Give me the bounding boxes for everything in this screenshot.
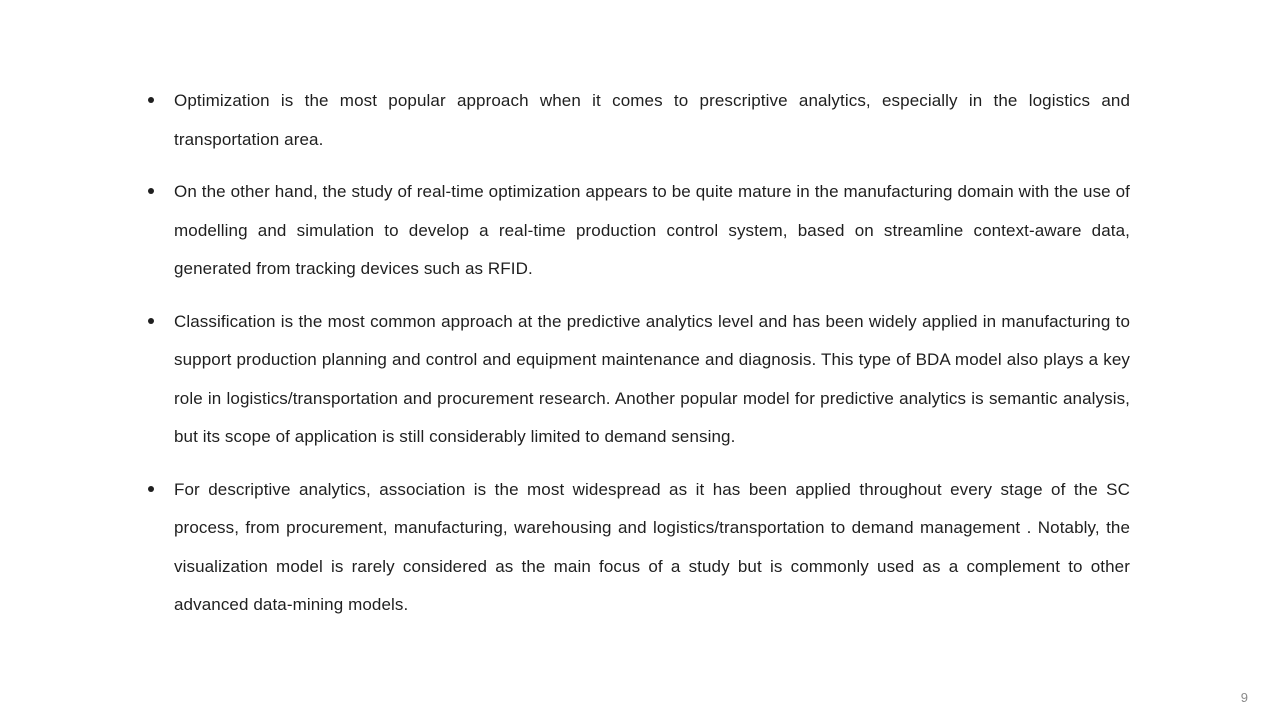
bullet-text: Classification is the most common approach at the predictive analytics level and has been widely applied in manufacturing to support production planning and control and equipment maintenance and diagnosis. This type of BDA model also plays a key role in logistics/transportation and procurement research. Another popular model for predictive analytics is semantic analysis, but its scope of application is still considerably limited to demand sensing. <box>174 311 1130 446</box>
bullet-dot-icon <box>148 97 154 103</box>
page-number: 9 <box>1240 690 1248 705</box>
bullet-list <box>174 82 1130 639</box>
bullet-item <box>174 303 1130 457</box>
bullet-item <box>174 173 1130 289</box>
bullet-text: For descriptive analytics, association is the most widespread as it has been applied throughout every stage of the SC process, from procurement, manufacturing, warehousing and logistics/transportation to demand management . Notably, the visualization model is rarely considered as the main focus of a study but is commonly used as a complement to other advanced data-mining models. <box>174 479 1130 614</box>
bullet-text: On the other hand, the study of real-time optimization appears to be quite mature in the manufacturing domain with the use of modelling and simulation to develop a real-time production control system, based on streamline context-aware data, generated from tracking devices such as RFID. <box>174 182 1130 278</box>
bullet-item <box>174 471 1130 625</box>
bullet-dot-icon <box>148 188 154 194</box>
bullet-dot-icon <box>148 318 154 324</box>
bullet-dot-icon <box>148 486 154 492</box>
bullet-item <box>174 82 1130 159</box>
bullet-text: Optimization is the most popular approach when it comes to prescriptive analytics, especially in the logistics and transportation area. <box>174 91 1130 149</box>
